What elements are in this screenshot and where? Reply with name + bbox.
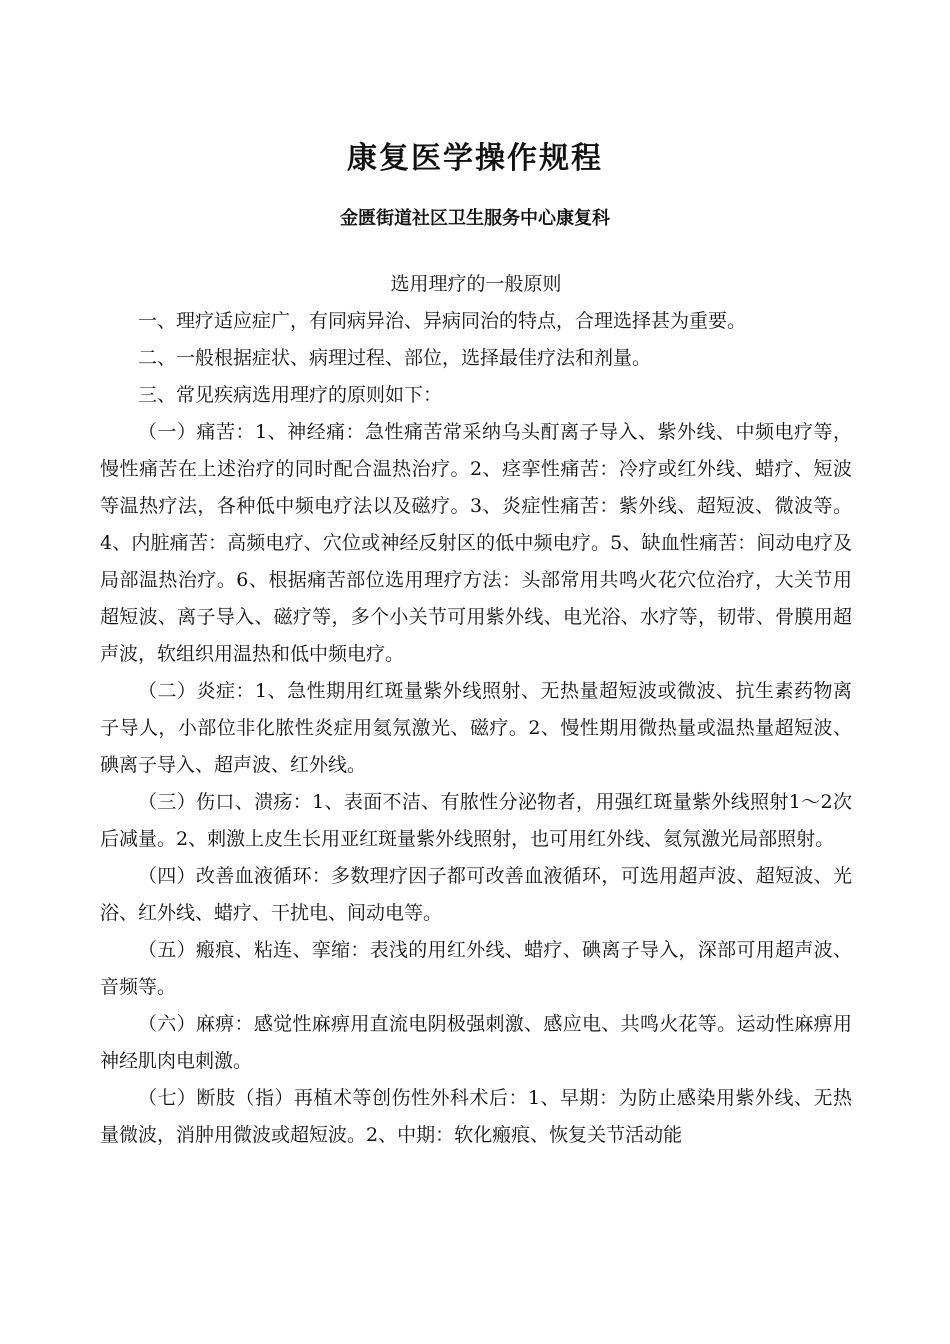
paragraph: （一）痛苦：1、神经痛：急性痛苦常采纳乌头酊离子导入、紫外线、中频电疗等，慢性痛苦在上述治疗的同时配合温热治疗。2、痉挛性痛苦：冷疗或红外线、蜡疗、短波等温热疗法，各种低中频电疗法以及磁疗。3、炎症性痛苦：紫外线、超短波、微波等。4、内脏痛苦：高频电疗、穴位或神经反射区的低中频电疗。5、缺血性痛苦：间动电疗及局部温热治疗。6、根据痛苦部位选用理疗方法：头部常用共鸣火花穴位治疗，大关节用超短波、离子导入、磁疗等，多个小关节可用紫外线、电光浴、水疗等，韧带、骨膜用超声波，软组织用温热和低中频电疗。 [100,421,852,665]
paragraph: （三）伤口、溃疡：1、表面不洁、有脓性分泌物者，用强红斑量紫外线照射1～2次后减量。2、刺激上皮生长用亚红斑量紫外线照射，也可用红外线、氦氖激光局部照射。 [100,791,852,850]
paragraph: （七）断肢（指）再植术等创伤性外科术后：1、早期：为防止感染用紫外线、无热量微波，消肿用微波或超短波。2、中期：软化瘢痕、恢复关节活动能 [100,1087,852,1146]
paragraph: （四）改善血液循环：多数理疗因子都可改善血液循环，可选用超声波、超短波、光浴、红外线、蜡疗、干扰电、间动电等。 [100,865,852,924]
paragraph: （五）瘢痕、粘连、挛缩：表浅的用红外线、蜡疗、碘离子导入，深部可用超声波、音频等。 [100,939,852,998]
section-heading: 选用理疗的一般原则 [390,273,562,295]
paragraph: 三、常见疾病选用理疗的原则如下： [138,384,443,406]
paragraph: 一、理疗适应症广，有同病异治、异病同治的特点，合理选择甚为重要。 [138,310,747,332]
document-body [100,266,852,1154]
paragraph: 二、一般根据症状、病理过程、部位，选择最佳疗法和剂量。 [138,347,652,369]
paragraph: （六）麻痹：感觉性麻痹用直流电阴极强刺激、感应电、共鸣火花等。运动性麻痹用神经肌肉电刺激。 [100,1013,852,1072]
document-subtitle: 金匮街道社区卫生服务中心康复科 [340,208,610,229]
document-title: 康复医学操作规程 [347,141,603,176]
paragraph: （二）炎症：1、急性期用红斑量紫外线照射、无热量超短波或微波、抗生素药物离子导人，小部位非化脓性炎症用氦氖激光、磁疗。2、慢性期用微热量或温热量超短波、碘离子导入、超声波、红外线。 [100,680,852,776]
